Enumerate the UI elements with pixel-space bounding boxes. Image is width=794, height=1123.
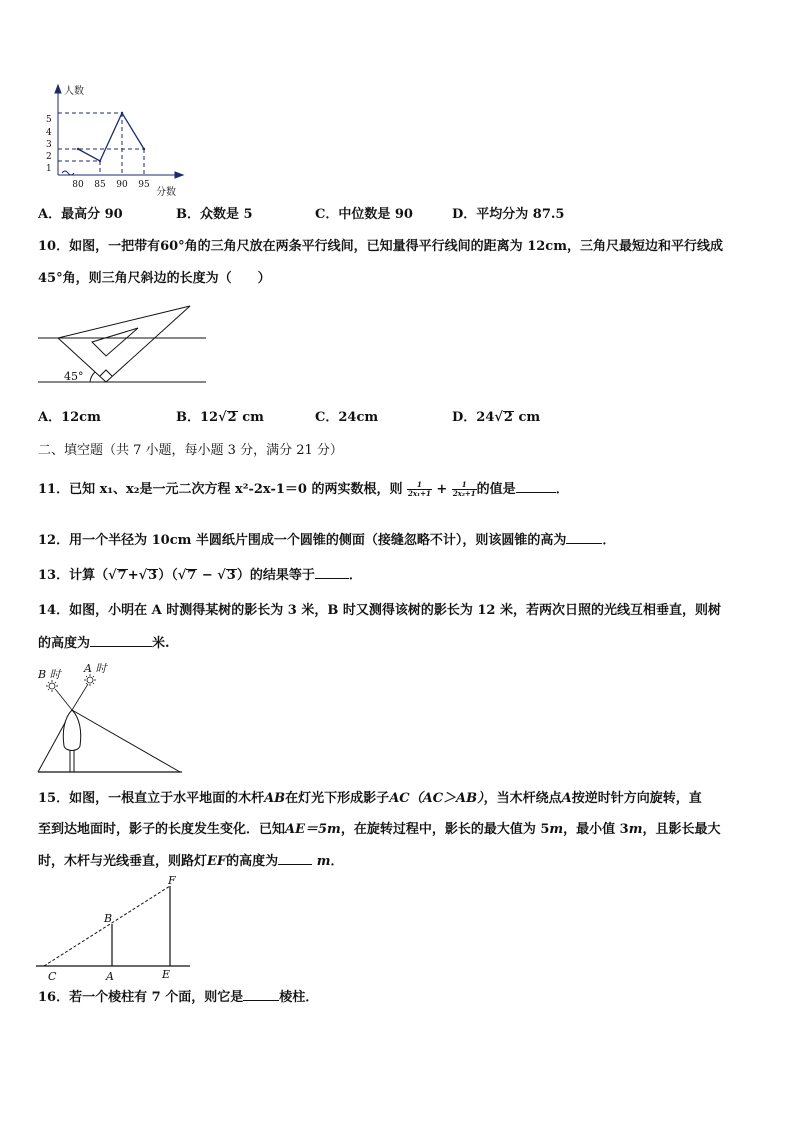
q14-line-2 xyxy=(38,634,170,653)
q15-line-3 xyxy=(38,852,343,871)
q15-ef: EF xyxy=(207,854,227,869)
q10-option-d[interactable] xyxy=(452,409,540,427)
q10-option-b-radicand: 2 xyxy=(227,410,237,425)
q15-line-1-post: ，当木杆绕点 xyxy=(483,791,562,806)
q11-prefix: 11．已知 x₁、x₂是一元二次方程 x²-2x-1＝0 的两实数根，则 xyxy=(38,482,403,497)
data-point-2 xyxy=(121,112,123,114)
q16-answer-blank[interactable] xyxy=(243,988,279,1001)
sqrt-icon: √ xyxy=(494,410,503,425)
x-tick-label: 85 xyxy=(94,180,106,190)
q10-option-a[interactable]: A．12cm xyxy=(38,410,101,425)
axis-break xyxy=(62,171,74,175)
q16 xyxy=(38,988,318,1007)
q12-end: ． xyxy=(602,533,616,548)
q10-option-d-radicand: 2 xyxy=(503,410,513,425)
q13-prefix: 13．计算（ xyxy=(38,568,109,583)
q12 xyxy=(38,531,615,550)
q10-option-c[interactable]: C．24cm xyxy=(315,410,379,425)
q9-option-b[interactable]: B．众数是 5 xyxy=(176,207,253,222)
y-tick-label: 5 xyxy=(46,115,52,125)
section-2-heading: 二、填空题（共 7 小题，每小题 3 分，满分 21 分） xyxy=(38,443,343,458)
q15-line-2-end: ，且影长最大 xyxy=(642,822,721,837)
q11-fraction-1-numerator: 1 xyxy=(407,481,432,490)
q15-line-3-end: ． xyxy=(330,854,344,869)
right-angle-mark xyxy=(100,370,112,376)
q14-line-2-prefix: 的高度为 xyxy=(38,636,91,651)
x-tick-label: 95 xyxy=(138,180,150,190)
q16-prefix: 16．若一个棱柱有 7 个面，则它是 xyxy=(38,990,244,1005)
q10-option-b-prefix: B．12 xyxy=(176,410,219,425)
label-a-time: A 时 xyxy=(84,662,107,675)
q15-unit-1: m xyxy=(549,822,564,837)
ray-a xyxy=(72,710,180,772)
q11 xyxy=(38,480,569,499)
tree-shadow-figure xyxy=(34,662,189,778)
q15-line-3-prefix: 时，木杆与光线垂直，则路灯 xyxy=(38,854,208,869)
q10-option-d-unit: cm xyxy=(513,410,541,425)
q11-fraction-1 xyxy=(407,481,432,498)
q10-option-d-prefix: D．24 xyxy=(452,410,495,425)
triangle-ruler-inner xyxy=(92,328,138,356)
data-line xyxy=(78,113,144,161)
data-point-1 xyxy=(99,160,101,162)
q15-ae: AE＝5m xyxy=(285,822,341,837)
q13-radicand-3: 7 xyxy=(187,568,197,583)
sqrt-icon: √ xyxy=(138,568,148,583)
q9-option-d[interactable]: D．平均分为 87.5 xyxy=(452,207,565,222)
q10-option-b[interactable] xyxy=(176,409,264,427)
angle-arc xyxy=(90,372,95,382)
q15-line-2-post: ，在旋转过程中，影长的最大值为 5 xyxy=(340,822,550,837)
sqrt-icon: √ xyxy=(108,568,117,583)
q15-line-1-end: 按逆时针方向旋转，直 xyxy=(571,791,702,806)
q13-plus: + xyxy=(127,568,139,583)
y-tick-labels xyxy=(46,115,52,174)
q15-line-2-prefix: 至到达地面时，影子的长度发生变化．已知 xyxy=(38,822,286,837)
q13-mid: ）（ xyxy=(158,568,178,583)
q14-answer-blank[interactable] xyxy=(90,634,152,647)
q13 xyxy=(38,566,362,585)
q12-answer-blank[interactable] xyxy=(566,531,602,544)
data-point-3 xyxy=(143,148,145,150)
q15-unit-2: m xyxy=(628,822,643,837)
q11-end: ． xyxy=(555,482,569,497)
q13-minus: − xyxy=(197,568,218,583)
sqrt-icon: √ xyxy=(218,410,227,425)
dashed-guides xyxy=(58,113,144,175)
q10-line-1: 10．如图，一把带有60°角的三角尺放在两条平行线间，已知量得平行线间的距离为 12cm，三角尺最短边和平行线成 xyxy=(38,239,723,254)
sun-a-icon xyxy=(84,674,96,686)
y-tick-label: 1 xyxy=(46,164,52,174)
q15-line-3-mid: 的高度为 xyxy=(226,854,279,869)
x-axis-label: 分数 xyxy=(156,187,176,198)
label-b: B xyxy=(104,912,113,925)
label-f: F xyxy=(168,874,176,887)
ray-a-ext xyxy=(72,684,88,710)
y-axis-arrow xyxy=(55,85,61,93)
label-c: C xyxy=(48,970,57,983)
q13-radicand-1: 7 xyxy=(117,568,127,583)
q14-line-1: 14．如图，小明在 A 时测得某树的影长为 3 米，B 时又测得该树的影长为 12 米，若两次日照的光线互相垂直，则树 xyxy=(38,603,721,618)
q15-line-2 xyxy=(38,821,721,839)
angle-label: 45° xyxy=(64,370,84,383)
label-a: A xyxy=(106,970,114,983)
sqrt-icon: √ xyxy=(177,568,187,583)
q11-plus: + xyxy=(436,482,448,497)
q15-line-2-post2: ，最小值 3 xyxy=(563,822,629,837)
q15-answer-blank[interactable] xyxy=(278,852,312,865)
y-tick-label: 2 xyxy=(46,152,52,162)
q15-line-1-mid: 在灯光下形成影子 xyxy=(285,791,390,806)
q13-radicand-4: 3 xyxy=(226,568,236,583)
sqrt-icon: √ xyxy=(217,568,226,583)
q15-ab: AB xyxy=(264,791,286,806)
x-axis-arrow xyxy=(175,172,183,178)
q14-line-2-suffix: 米. xyxy=(152,636,170,651)
ray-b-ext xyxy=(56,690,72,710)
label-b-time: B 时 xyxy=(38,668,61,681)
q11-answer-blank[interactable] xyxy=(516,480,556,493)
triangle-ruler-figure xyxy=(38,302,210,390)
q11-suffix: 的值是 xyxy=(476,482,516,497)
q13-end: ． xyxy=(348,568,362,583)
y-tick-label: 3 xyxy=(46,140,52,150)
y-axis-label: 人数 xyxy=(64,86,84,97)
q10-line-2: 45°角，则三角尺斜边的长度为（ ） xyxy=(38,271,271,286)
q13-radicand-2: 3 xyxy=(148,568,158,583)
q9-option-a[interactable]: A．最高分 90 xyxy=(38,207,123,222)
q13-suffix: ）的结果等于 xyxy=(236,568,315,583)
q11-fraction-2-numerator: 1 xyxy=(452,481,477,490)
x-tick-label: 90 xyxy=(116,180,128,190)
q15-unit-3: m xyxy=(316,854,331,869)
x-tick-label: 80 xyxy=(72,180,84,190)
tree-icon xyxy=(63,710,80,751)
q11-fraction-2 xyxy=(452,481,477,498)
q15-ac: AC xyxy=(389,791,410,806)
data-point-0 xyxy=(77,148,79,150)
q13-answer-blank[interactable] xyxy=(315,566,349,579)
score-line-chart xyxy=(38,80,198,200)
light-ray xyxy=(44,886,170,966)
y-tick-label: 4 xyxy=(46,128,52,138)
q11-fraction-1-denominator: 2x₁+1 xyxy=(407,489,431,498)
q15-line-1-prefix: 15．如图，一根直立于水平地面的木杆 xyxy=(38,791,265,806)
q15-condition: （AC＞AB） xyxy=(409,791,484,806)
lamp-shadow-figure xyxy=(34,872,194,984)
label-e: E xyxy=(162,968,171,981)
q15-point-a: A xyxy=(561,791,572,806)
q10-option-b-unit: cm xyxy=(237,410,264,425)
q11-fraction-2-denominator: 2x₂+1 xyxy=(452,489,476,498)
q9-option-c[interactable]: C．中位数是 90 xyxy=(315,207,413,222)
x-tick-labels xyxy=(72,180,150,190)
q12-text: 12．用一个半径为 10cm 半圆纸片围成一个圆锥的侧面（接缝忽略不计），则该圆锥的高为 xyxy=(38,533,567,548)
q15-line-1 xyxy=(38,790,702,808)
q16-suffix: 棱柱． xyxy=(279,990,319,1005)
